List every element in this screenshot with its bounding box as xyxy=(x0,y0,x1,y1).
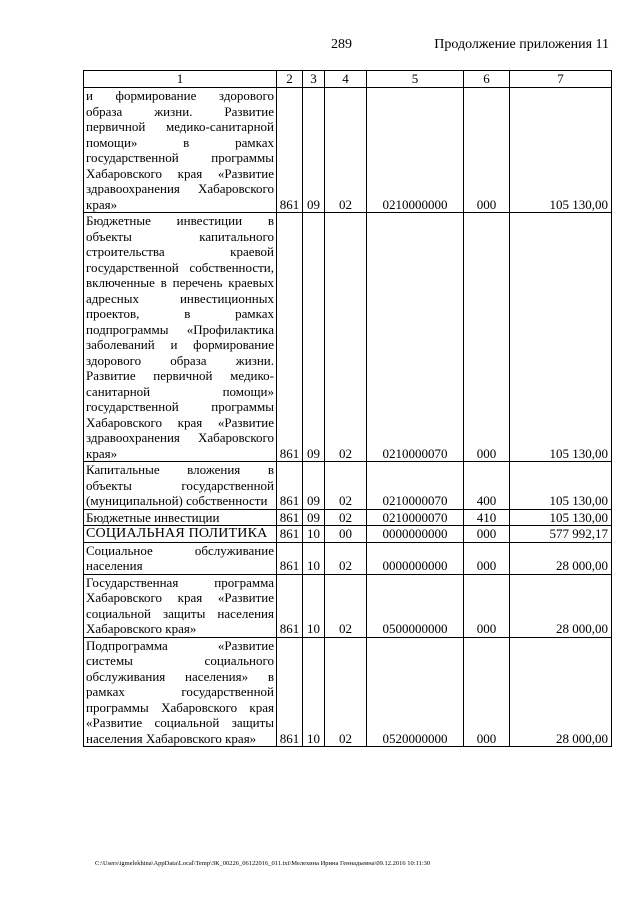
section-code: 10 xyxy=(303,526,325,543)
row-description: Бюджетные инвестиции в объекты капитального строительства краевой государственной собственности, включенные в перечень краевых адресных инвестиционных проектов, в рамках подпрограммы «Профилактика заболеваний и формирование здорового образа жизни. Развитие первичной медико-санитарной помощи» государственной программы Хабаровского края «Развитие здравоохранения Хабаровского края» xyxy=(84,213,277,462)
column-header: 7 xyxy=(510,71,612,88)
ministry-code: 861 xyxy=(277,574,303,637)
table-row xyxy=(84,526,612,543)
expense-type-code: 000 xyxy=(464,574,510,637)
row-description: Государственная программа Хабаровского края «Развитие социальной защиты населения Хабаровского края» xyxy=(84,574,277,637)
table-row xyxy=(84,509,612,526)
target-article-code: 0000000000 xyxy=(367,526,464,543)
subsection-code: 00 xyxy=(325,526,367,543)
expense-type-code: 000 xyxy=(464,526,510,543)
row-description: Бюджетные инвестиции xyxy=(84,509,277,526)
ministry-code: 861 xyxy=(277,462,303,510)
file-path-footer: C:\Users\igmelekhina\AppData\Local\Temp\ЗК_00226_06122016_011.txt\Мелехина Ирина Геннадьевна\09.12.2016 10:11:30 xyxy=(95,860,431,867)
table-row xyxy=(84,88,612,213)
subsection-code: 02 xyxy=(325,637,367,747)
section-code: 09 xyxy=(303,88,325,213)
page-number: 289 xyxy=(331,37,352,52)
section-code: 09 xyxy=(303,462,325,510)
table-row xyxy=(84,574,612,637)
budget-table xyxy=(83,70,612,747)
target-article-code: 0210000000 xyxy=(367,88,464,213)
ministry-code: 861 xyxy=(277,88,303,213)
amount: 105 130,00 xyxy=(510,509,612,526)
column-header: 3 xyxy=(303,71,325,88)
table-row xyxy=(84,462,612,510)
target-article-code: 0210000070 xyxy=(367,213,464,462)
row-description: Капитальные вложения в объекты государственной (муниципальной) собственности xyxy=(84,462,277,510)
section-code: 10 xyxy=(303,542,325,574)
section-code: 10 xyxy=(303,574,325,637)
table-row xyxy=(84,213,612,462)
amount: 105 130,00 xyxy=(510,88,612,213)
row-description: СОЦИАЛЬНАЯ ПОЛИТИКА xyxy=(84,526,277,543)
subsection-code: 02 xyxy=(325,542,367,574)
expense-type-code: 410 xyxy=(464,509,510,526)
expense-type-code: 000 xyxy=(464,88,510,213)
column-header: 4 xyxy=(325,71,367,88)
table-row xyxy=(84,542,612,574)
ministry-code: 861 xyxy=(277,526,303,543)
expense-type-code: 400 xyxy=(464,462,510,510)
target-article-code: 0210000070 xyxy=(367,509,464,526)
section-code: 09 xyxy=(303,509,325,526)
amount: 105 130,00 xyxy=(510,213,612,462)
target-article-code: 0520000000 xyxy=(367,637,464,747)
amount: 105 130,00 xyxy=(510,462,612,510)
ministry-code: 861 xyxy=(277,213,303,462)
section-code: 10 xyxy=(303,637,325,747)
row-description: и формирование здорового образа жизни. Развитие первичной медико-санитарной помощи» в рамках государственной программы Хабаровского края «Развитие здравоохранения Хабаровского края» xyxy=(84,88,277,213)
column-number-header-row xyxy=(84,71,612,88)
expense-type-code: 000 xyxy=(464,542,510,574)
target-article-code: 0500000000 xyxy=(367,574,464,637)
subsection-code: 02 xyxy=(325,213,367,462)
row-description: Социальное обслуживание населения xyxy=(84,542,277,574)
column-header: 2 xyxy=(277,71,303,88)
amount: 28 000,00 xyxy=(510,574,612,637)
section-code: 09 xyxy=(303,213,325,462)
row-description: Подпрограмма «Развитие системы социального обслуживания населения» в рамках государственной программы Хабаровского края «Развитие социальной защиты населения Хабаровского края» xyxy=(84,637,277,747)
appendix-continuation-label: Продолжение приложения 11 xyxy=(434,37,609,52)
subsection-code: 02 xyxy=(325,88,367,213)
column-header: 6 xyxy=(464,71,510,88)
table-row xyxy=(84,637,612,747)
amount: 28 000,00 xyxy=(510,542,612,574)
subsection-code: 02 xyxy=(325,509,367,526)
amount: 577 992,17 xyxy=(510,526,612,543)
subsection-code: 02 xyxy=(325,462,367,510)
expense-type-code: 000 xyxy=(464,213,510,462)
ministry-code: 861 xyxy=(277,509,303,526)
target-article-code: 0000000000 xyxy=(367,542,464,574)
expense-type-code: 000 xyxy=(464,637,510,747)
column-header: 5 xyxy=(367,71,464,88)
ministry-code: 861 xyxy=(277,542,303,574)
subsection-code: 02 xyxy=(325,574,367,637)
amount: 28 000,00 xyxy=(510,637,612,747)
ministry-code: 861 xyxy=(277,637,303,747)
target-article-code: 0210000070 xyxy=(367,462,464,510)
column-header: 1 xyxy=(84,71,277,88)
